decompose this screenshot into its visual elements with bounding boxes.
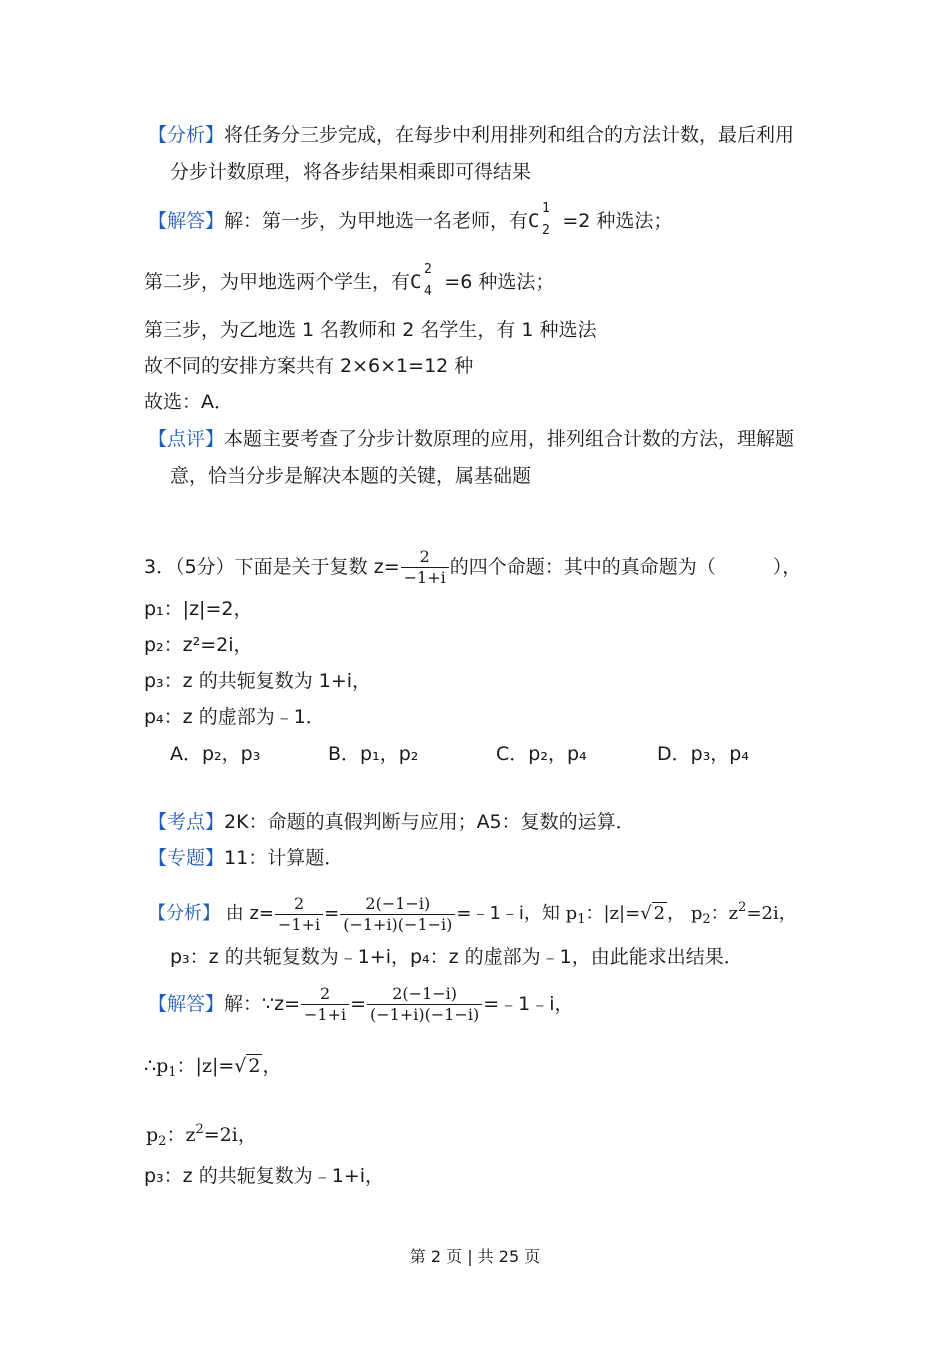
analysis-text-1: 将任务分三步完成，在每步中利用排列和组合的方法计数，最后利用: [224, 124, 795, 146]
solution-choice: 故选：A．: [144, 391, 233, 413]
comb-letter: C: [528, 210, 540, 232]
solution-total: 故不同的安排方案共有 2×6×1=12 种: [144, 355, 474, 377]
comb-sup: 2: [424, 262, 432, 277]
question-stem-pre: 3．（5分）下面是关于复数 z=: [144, 556, 400, 578]
p2-rest: =2i，: [746, 903, 797, 924]
analysis-3-line-1: [148, 886, 797, 942]
solution-step-2-post: =6 种选法；: [444, 271, 555, 293]
question-3-stem: [144, 545, 801, 589]
fraction-denominator: −1+i: [278, 914, 321, 934]
option-b: B．p₁，p₂: [328, 743, 419, 765]
analysis-line-1: [148, 122, 794, 148]
superscript: 2: [738, 900, 747, 915]
analysis-3-pre: 由 z=: [225, 903, 274, 924]
fraction-numerator: 2(−1−i): [367, 984, 482, 1005]
therefore-p: ∴p: [144, 1055, 169, 1077]
p2-expression: ：z: [710, 903, 739, 924]
zhuanti-text: 11：计算题．: [224, 847, 344, 869]
comb-letter: C: [410, 271, 422, 293]
solution-step-3: 第三步，为乙地选 1 名教师和 2 名学生，有 1 种选法: [144, 319, 597, 341]
proposition-p1: p₁：|z|=2，: [144, 598, 253, 620]
solution-3-p3: p₃：z 的共轭复数为﹣1+i，: [144, 1165, 384, 1187]
option-c: C．p₂，p₄: [496, 743, 587, 765]
solution-step-2: [144, 262, 555, 299]
kaodian-tag: 【考点】: [148, 811, 225, 833]
analysis-3-result: =﹣1﹣i，知: [456, 903, 560, 924]
p-subscript: 1: [168, 1065, 177, 1080]
proposition-p3: p₃：z 的共轭复数为 1+i，: [144, 670, 372, 692]
proposition-p4: p₄：z 的虚部为﹣1．: [144, 706, 325, 728]
comment-line-2: 意，恰当分步是解决本题的关键，属基础题: [170, 465, 532, 487]
fraction-denominator: (−1+i)(−1−i): [370, 1005, 480, 1024]
superscript: 2: [195, 1122, 204, 1137]
p-subscript: 2: [702, 912, 711, 927]
equals-sign: =: [350, 993, 367, 1015]
solution-tag: 【解答】: [148, 210, 225, 232]
kaodian-text: 2K：命题的真假判断与应用；A5：复数的运算．: [224, 811, 635, 833]
solution-step-1-post: =2 种选法；: [562, 210, 673, 232]
solution-step-1-text: 解：第一步，为甲地选一名老师，有: [224, 210, 529, 232]
solution-3-result: =﹣1﹣i，: [483, 993, 574, 1015]
fraction-denominator: −1+i: [304, 1005, 347, 1024]
solution-3-p2: [146, 1117, 257, 1155]
fraction-numerator: 2: [401, 547, 449, 568]
analysis-3-p2: [690, 900, 797, 927]
radicand: 2: [248, 1055, 261, 1077]
fraction-2-over-minus1-plus-i: [401, 547, 449, 588]
proposition-p2: p₂：z²=2i，: [144, 634, 253, 656]
analysis-tag: 【分析】: [148, 124, 225, 146]
page-footer: 第 2 页 | 共 25 页: [409, 1247, 541, 1266]
fraction-numerator: 2(−1−i): [340, 894, 455, 915]
analysis-3-p1: [565, 903, 667, 927]
p-subscript: 1: [577, 912, 586, 927]
zhuanti-tag: 【专题】: [148, 847, 225, 869]
p1-expression: ：|z|=: [585, 903, 641, 924]
fraction-2-over-minus1-plus-i: [301, 984, 349, 1025]
equals-sign: =: [324, 903, 340, 924]
p-label: p: [690, 903, 703, 924]
p2-expression: ：z: [166, 1124, 196, 1146]
fraction-2-over-minus1-plus-i: [275, 894, 323, 935]
fraction-numerator: 2: [275, 894, 323, 915]
comb-sup: 1: [542, 201, 550, 216]
combination-c-1-2: [528, 201, 562, 238]
fraction-rationalized: [367, 984, 482, 1025]
comma: ，: [262, 1055, 282, 1077]
p1-expression: ：|z|=: [176, 1055, 235, 1077]
combination-c-2-4: [410, 262, 444, 299]
kaodian-line: [148, 809, 635, 835]
comment-text-1: 本题主要考查了分步计数原理的应用，排列组合计数的方法，理解题: [224, 428, 795, 450]
p-label: p: [565, 903, 578, 924]
fraction-rationalized: [340, 894, 455, 935]
analysis-line-2: 分步计数原理，将各步结果相乘即可得结果: [170, 161, 532, 183]
comment-tag: 【点评】: [148, 428, 225, 450]
p-subscript: 2: [158, 1134, 167, 1149]
solution-3-line-1: [148, 982, 574, 1026]
option-a: A．p₂，p₃: [170, 743, 261, 765]
solution-3-tag: 【解答】: [148, 993, 225, 1015]
solution-step-2-text: 第二步，为甲地选两个学生，有: [144, 271, 411, 293]
question-stem-post: 的四个命题：其中的真命题为（ ），: [449, 556, 802, 578]
option-d: D．p₃，p₄: [657, 743, 749, 765]
solution-step-1: [148, 201, 673, 238]
sqrt-2: √ 2: [640, 903, 666, 924]
fraction-denominator: (−1+i)(−1−i): [343, 914, 453, 934]
p2-rest: =2i，: [203, 1124, 257, 1146]
sqrt-2: √ 2: [234, 1055, 261, 1077]
comb-sub: 2: [542, 223, 550, 238]
comma: ，: [667, 903, 686, 924]
zhuanti-line: [148, 845, 343, 871]
solution-3-p1: [144, 1053, 282, 1086]
solution-3-pre: 解：∵z=: [224, 993, 300, 1015]
comment-line-1: [148, 426, 794, 452]
analysis-3-tag: 【分析】: [148, 903, 220, 924]
p-label: p: [146, 1124, 159, 1146]
fraction-numerator: 2: [301, 984, 349, 1005]
comb-sub: 4: [424, 284, 432, 299]
fraction-denominator: −1+i: [403, 568, 446, 587]
analysis-3-line-2: p₃：z 的共轭复数为﹣1+i，p₄：z 的虚部为﹣1，由此能求出结果．: [170, 946, 743, 968]
radicand: 2: [653, 903, 666, 924]
